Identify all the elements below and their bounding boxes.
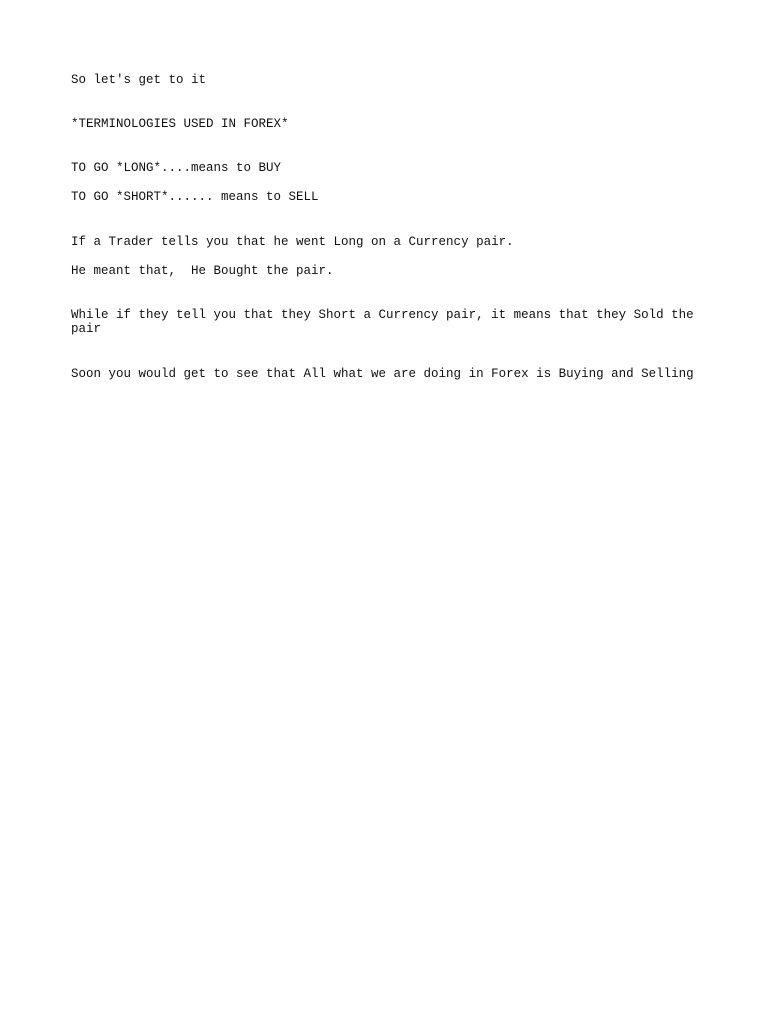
short-definition: TO GO *SHORT*...... means to SELL xyxy=(71,190,319,204)
buying-selling-summary: Soon you would get to see that All what we are doing in Forex is Buying and Selling xyxy=(71,367,694,381)
intro-line: So let's get to it xyxy=(71,73,207,87)
long-definition: TO GO *LONG*....means to BUY xyxy=(71,161,282,175)
terminologies-heading: *TERMINOLOGIES USED IN FOREX* xyxy=(71,117,289,131)
short-sold-explanation: While if they tell you that they Short a Currency pair, it means that they Sold the pair xyxy=(71,308,702,336)
bought-explanation: He meant that, He Bought the pair. xyxy=(71,264,334,278)
trader-long-example: If a Trader tells you that he went Long on a Currency pair. xyxy=(71,235,514,249)
